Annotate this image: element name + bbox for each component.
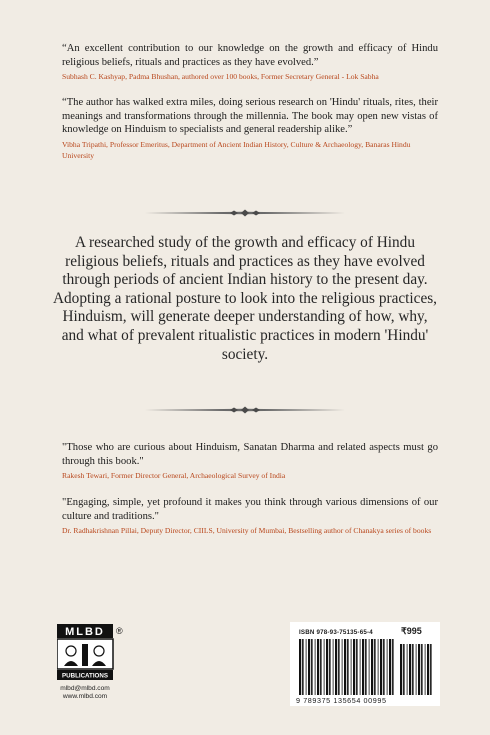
ornamental-divider	[0, 402, 490, 412]
price: ₹995	[401, 626, 422, 636]
registered-mark: ®	[116, 626, 123, 636]
mlbd-logo-icon	[57, 624, 123, 680]
endorsement-quote-1	[62, 42, 438, 83]
quote-attribution: Dr. Radhakrishnan Pillai, Deputy Director, CIILS, University of Mumbai, Bestselling author of Chanakya series of books	[62, 526, 432, 536]
quote-attribution: Subhash C. Kashyap, Padma Bhushan, authored over 100 books, Former Secretary General - Lok Sabha	[62, 72, 379, 82]
quote-text: "Engaging, simple, yet profound it makes you think through various dimensions of our culture and traditions."	[62, 497, 438, 522]
endorsement-quote-4	[62, 496, 438, 537]
publisher-email: mlbd@mlbd.com	[60, 685, 110, 692]
quote-text: "Those who are curious about Hinduism, Sanatan Dharma and related aspects must go through this book."	[62, 442, 438, 467]
isbn-barcode	[290, 622, 440, 706]
endorsement-quote-3	[62, 441, 438, 482]
ornamental-divider	[0, 205, 490, 215]
publisher-logo	[57, 624, 123, 701]
endorsement-quote-2	[62, 96, 438, 162]
barcode-bars	[290, 622, 440, 706]
quote-text: “The author has walked extra miles, doing serious research on 'Hindu' rituals, rites, their meanings and transformations through the millennia. The book may open new vistas of knowledge on Hinduism to specialists and general readership alike.”	[62, 97, 438, 136]
publisher-label: PUBLICATIONS	[62, 672, 108, 680]
blurb-paragraph-1: A researched study of the growth and efficacy of Hindu religious beliefs, rituals and practices as they have evolved through periods of ancient Indian history to the present day.	[62, 234, 428, 289]
quote-attribution: Rakesh Tewari, Former Director General, Archaeological Survey of India	[62, 471, 286, 481]
quote-text: “An excellent contribution to our knowledge on the growth and efficacy of Hindu religious beliefs, rituals and practices as they have evolved.”	[62, 43, 438, 68]
logo-wordmark: MLBD	[65, 626, 105, 638]
isbn-number: ISBN 978-93-75135-65-4	[299, 629, 373, 636]
book-blurb	[52, 234, 438, 364]
divider-ornament-icon	[0, 405, 490, 415]
blurb-paragraph-2: Adopting a rational posture to look into the religious practices, Hinduism, will generate deeper understanding of how, why, and what of prevalent ritualistic practices in modern 'Hindu' society.	[52, 289, 438, 363]
publisher-website: www.mlbd.com	[62, 693, 108, 700]
barcode-digits: 9 789375 135654 00995	[296, 696, 387, 705]
quote-attribution: Vibha Tripathi, Professor Emeritus, Department of Ancient Indian History, Culture & Archaeology, Banaras Hindu University	[62, 139, 411, 161]
divider-ornament-icon	[0, 208, 490, 218]
